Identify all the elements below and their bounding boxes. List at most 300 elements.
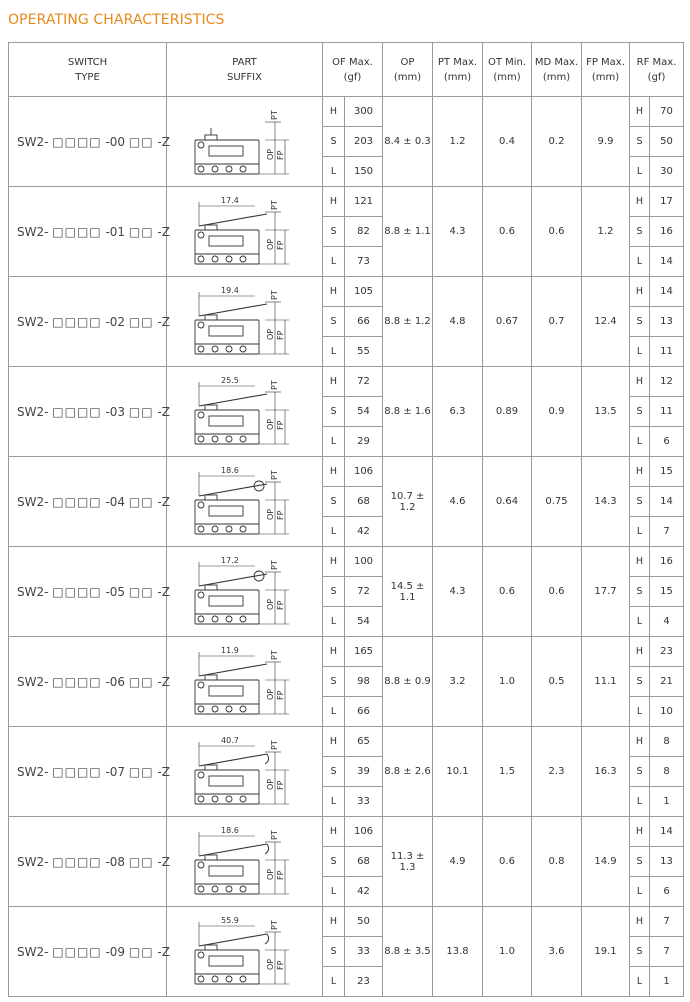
md-max-value: 0.5	[532, 637, 582, 727]
switch-type-cell	[9, 97, 170, 187]
lever-length-label: 40.7	[220, 735, 239, 745]
part-suffix-diagram-cell	[167, 97, 323, 187]
rf-value: 13	[650, 307, 684, 337]
rf-value: 30	[650, 157, 684, 187]
type-suffix: -Z	[157, 944, 170, 959]
rf-value: 7	[650, 517, 684, 547]
type-code: -00	[105, 134, 126, 149]
rf-level: L	[630, 877, 650, 907]
rf-level: S	[630, 127, 650, 157]
rf-value: 13	[650, 847, 684, 877]
switch-type-cell	[9, 637, 170, 727]
pt-max-value: 3.2	[433, 637, 483, 727]
ot-min-value: 1.5	[483, 727, 532, 817]
ot-min-value: 0.4	[483, 97, 532, 187]
of-level: H	[323, 367, 345, 397]
ot-min-value: 0.6	[483, 547, 532, 637]
md-max-value: 2.3	[532, 727, 582, 817]
rf-level: H	[630, 277, 650, 307]
ot-min-value: 0.64	[483, 457, 532, 547]
switch-diagram	[185, 102, 305, 182]
of-level: S	[323, 307, 345, 337]
of-value: 203	[345, 127, 383, 157]
type-boxes: □□□□	[52, 314, 102, 329]
rf-level: L	[630, 427, 650, 457]
op-value: 8.8 ± 2.6	[383, 727, 433, 817]
of-level: S	[323, 667, 345, 697]
page-title: OPERATING CHARACTERISTICS	[8, 12, 225, 28]
lever-length-label: 55.9	[220, 915, 239, 925]
switch-type-cell	[9, 277, 170, 367]
table-row	[9, 187, 684, 217]
of-level: S	[323, 487, 345, 517]
rf-value: 14	[650, 247, 684, 277]
switch-diagram	[185, 822, 305, 902]
type-boxes: □□□□	[52, 134, 102, 149]
operating-characteristics-table	[8, 42, 684, 997]
type-prefix: SW2-	[17, 944, 49, 959]
pt-label: PT	[269, 199, 279, 210]
md-max-value: 0.6	[532, 187, 582, 277]
of-level: H	[323, 817, 345, 847]
fp-max-value: 12.4	[582, 277, 630, 367]
rf-level: H	[630, 907, 650, 937]
table-row	[9, 97, 684, 127]
rf-value: 15	[650, 577, 684, 607]
rf-level: S	[630, 667, 650, 697]
of-value: 105	[345, 277, 383, 307]
of-level: L	[323, 427, 345, 457]
table-body	[9, 97, 684, 997]
rf-level: H	[630, 457, 650, 487]
type-boxes: □□□□	[52, 674, 102, 689]
rf-value: 10	[650, 697, 684, 727]
op-label: OP	[265, 688, 275, 700]
type-prefix: SW2-	[17, 134, 49, 149]
type-boxes: □□□□	[52, 764, 102, 779]
part-suffix-diagram-cell	[167, 187, 323, 277]
of-value: 300	[345, 97, 383, 127]
of-level: S	[323, 577, 345, 607]
md-max-value: 0.8	[532, 817, 582, 907]
table-row	[9, 727, 684, 757]
header-ot-min: OT Min. (mm)	[483, 43, 532, 97]
type-suffix: -Z	[157, 494, 170, 509]
of-value: 55	[345, 337, 383, 367]
part-suffix-diagram-cell	[167, 367, 323, 457]
type-boxes: □□	[128, 764, 154, 779]
type-boxes: □□□□	[52, 224, 102, 239]
rf-value: 16	[650, 547, 684, 577]
table-row	[9, 547, 684, 577]
rf-level: L	[630, 787, 650, 817]
rf-level: S	[630, 217, 650, 247]
of-value: 121	[345, 187, 383, 217]
type-prefix: SW2-	[17, 584, 49, 599]
switch-diagram	[185, 372, 305, 452]
fp-label: FP	[275, 780, 285, 790]
part-suffix-diagram-cell	[167, 727, 323, 817]
part-suffix-diagram-cell	[167, 277, 323, 367]
type-code: -08	[105, 854, 126, 869]
switch-type-cell	[9, 547, 170, 637]
type-boxes: □□	[128, 404, 154, 419]
fp-max-value: 17.7	[582, 547, 630, 637]
type-code: -03	[105, 404, 126, 419]
rf-level: L	[630, 607, 650, 637]
type-boxes: □□	[128, 314, 154, 329]
lever-length-label: 19.4	[220, 285, 239, 295]
type-boxes: □□□□	[52, 854, 102, 869]
rf-level: H	[630, 817, 650, 847]
type-suffix: -Z	[157, 404, 170, 419]
pt-max-value: 1.2	[433, 97, 483, 187]
rf-level: S	[630, 307, 650, 337]
type-prefix: SW2-	[17, 854, 49, 869]
type-prefix: SW2-	[17, 494, 49, 509]
rf-level: H	[630, 187, 650, 217]
pt-max-value: 10.1	[433, 727, 483, 817]
of-value: 29	[345, 427, 383, 457]
of-value: 50	[345, 907, 383, 937]
of-value: 82	[345, 217, 383, 247]
of-level: H	[323, 277, 345, 307]
op-value: 10.7 ± 1.2	[383, 457, 433, 547]
op-value: 8.8 ± 3.5	[383, 907, 433, 997]
fp-label: FP	[275, 240, 285, 250]
rf-value: 14	[650, 277, 684, 307]
of-level: H	[323, 97, 345, 127]
fp-max-value: 1.2	[582, 187, 630, 277]
type-code: -09	[105, 944, 126, 959]
of-level: H	[323, 907, 345, 937]
md-max-value: 0.9	[532, 367, 582, 457]
lever-length-label: 18.6	[220, 465, 239, 475]
rf-level: H	[630, 97, 650, 127]
of-level: L	[323, 337, 345, 367]
rf-level: L	[630, 247, 650, 277]
fp-label: FP	[275, 150, 285, 160]
fp-max-value: 16.3	[582, 727, 630, 817]
rf-value: 50	[650, 127, 684, 157]
type-code: -04	[105, 494, 126, 509]
md-max-value: 0.75	[532, 457, 582, 547]
switch-diagram	[185, 912, 305, 992]
of-level: H	[323, 547, 345, 577]
switch-type-cell	[9, 367, 170, 457]
ot-min-value: 0.6	[483, 187, 532, 277]
switch-type-cell	[9, 187, 170, 277]
header-part-suffix: PART SUFFIX	[167, 43, 323, 97]
part-suffix-diagram-cell	[167, 907, 323, 997]
md-max-value: 0.6	[532, 547, 582, 637]
pt-label: PT	[269, 109, 279, 120]
table-row	[9, 367, 684, 397]
pt-max-value: 4.3	[433, 547, 483, 637]
rf-value: 1	[650, 787, 684, 817]
of-value: 65	[345, 727, 383, 757]
fp-label: FP	[275, 510, 285, 520]
rf-level: H	[630, 367, 650, 397]
table-row	[9, 817, 684, 847]
type-boxes: □□□□	[52, 584, 102, 599]
rf-level: S	[630, 487, 650, 517]
pt-label: PT	[269, 919, 279, 930]
pt-max-value: 4.8	[433, 277, 483, 367]
of-value: 72	[345, 577, 383, 607]
op-label: OP	[265, 598, 275, 610]
pt-max-value: 13.8	[433, 907, 483, 997]
of-value: 165	[345, 637, 383, 667]
rf-level: L	[630, 157, 650, 187]
type-boxes: □□	[128, 854, 154, 869]
of-level: L	[323, 247, 345, 277]
header-rf-max: RF Max. (gf)	[630, 43, 684, 97]
type-boxes: □□	[128, 584, 154, 599]
switch-type-cell	[9, 817, 170, 907]
header-switch-type: SWITCH TYPE	[9, 43, 167, 97]
rf-value: 12	[650, 367, 684, 397]
switch-type-cell	[9, 457, 170, 547]
rf-value: 7	[650, 937, 684, 967]
switch-diagram	[185, 642, 305, 722]
pt-label: PT	[269, 289, 279, 300]
of-value: 73	[345, 247, 383, 277]
header-md-max: MD Max. (mm)	[532, 43, 582, 97]
type-code: -02	[105, 314, 126, 329]
type-boxes: □□	[128, 134, 154, 149]
rf-value: 8	[650, 757, 684, 787]
pt-max-value: 4.9	[433, 817, 483, 907]
switch-type-cell	[9, 727, 170, 817]
lever-length-label: 11.9	[220, 645, 239, 655]
ot-min-value: 0.6	[483, 817, 532, 907]
table-row	[9, 907, 684, 937]
fp-max-value: 9.9	[582, 97, 630, 187]
of-level: L	[323, 697, 345, 727]
table-row	[9, 457, 684, 487]
op-value: 8.8 ± 1.6	[383, 367, 433, 457]
of-level: H	[323, 637, 345, 667]
header-pt-max: PT Max. (mm)	[433, 43, 483, 97]
fp-max-value: 11.1	[582, 637, 630, 727]
table-row	[9, 637, 684, 667]
switch-diagram	[185, 282, 305, 362]
op-value: 8.8 ± 1.1	[383, 187, 433, 277]
of-value: 54	[345, 607, 383, 637]
op-value: 8.8 ± 1.2	[383, 277, 433, 367]
pt-max-value: 4.6	[433, 457, 483, 547]
type-suffix: -Z	[157, 764, 170, 779]
op-value: 8.8 ± 0.9	[383, 637, 433, 727]
op-label: OP	[265, 868, 275, 880]
type-suffix: -Z	[157, 314, 170, 329]
rf-level: H	[630, 637, 650, 667]
type-boxes: □□	[128, 674, 154, 689]
fp-label: FP	[275, 420, 285, 430]
type-boxes: □□□□	[52, 494, 102, 509]
rf-value: 6	[650, 427, 684, 457]
of-value: 42	[345, 877, 383, 907]
of-value: 33	[345, 937, 383, 967]
op-label: OP	[265, 418, 275, 430]
md-max-value: 0.7	[532, 277, 582, 367]
type-boxes: □□	[128, 944, 154, 959]
of-level: S	[323, 847, 345, 877]
type-code: -06	[105, 674, 126, 689]
type-boxes: □□□□	[52, 404, 102, 419]
of-level: L	[323, 787, 345, 817]
of-value: 106	[345, 817, 383, 847]
type-code: -05	[105, 584, 126, 599]
fp-label: FP	[275, 690, 285, 700]
pt-label: PT	[269, 379, 279, 390]
rf-level: L	[630, 967, 650, 997]
rf-level: S	[630, 397, 650, 427]
pt-label: PT	[269, 739, 279, 750]
of-value: 33	[345, 787, 383, 817]
op-value: 11.3 ± 1.3	[383, 817, 433, 907]
pt-label: PT	[269, 649, 279, 660]
pt-label: PT	[269, 559, 279, 570]
rf-level: L	[630, 517, 650, 547]
header-row	[9, 43, 684, 97]
op-label: OP	[265, 778, 275, 790]
ot-min-value: 0.89	[483, 367, 532, 457]
lever-length-label: 25.5	[220, 375, 239, 385]
of-value: 66	[345, 697, 383, 727]
of-level: L	[323, 517, 345, 547]
fp-label: FP	[275, 330, 285, 340]
of-level: S	[323, 127, 345, 157]
type-code: -07	[105, 764, 126, 779]
rf-value: 15	[650, 457, 684, 487]
header-of-max: OF Max. (gf)	[323, 43, 383, 97]
of-level: L	[323, 967, 345, 997]
of-value: 68	[345, 847, 383, 877]
type-suffix: -Z	[157, 584, 170, 599]
pt-label: PT	[269, 829, 279, 840]
part-suffix-diagram-cell	[167, 637, 323, 727]
of-value: 100	[345, 547, 383, 577]
rf-value: 1	[650, 967, 684, 997]
rf-level: H	[630, 727, 650, 757]
fp-max-value: 19.1	[582, 907, 630, 997]
header-fp-max: FP Max. (mm)	[582, 43, 630, 97]
ot-min-value: 0.67	[483, 277, 532, 367]
op-value: 14.5 ± 1.1	[383, 547, 433, 637]
of-level: H	[323, 187, 345, 217]
of-value: 68	[345, 487, 383, 517]
type-prefix: SW2-	[17, 404, 49, 419]
fp-max-value: 13.5	[582, 367, 630, 457]
fp-max-value: 14.9	[582, 817, 630, 907]
rf-value: 7	[650, 907, 684, 937]
fp-max-value: 14.3	[582, 457, 630, 547]
rf-level: S	[630, 937, 650, 967]
lever-length-label: 18.6	[220, 825, 239, 835]
switch-diagram	[185, 552, 305, 632]
of-value: 150	[345, 157, 383, 187]
rf-value: 23	[650, 637, 684, 667]
rf-level: L	[630, 337, 650, 367]
type-suffix: -Z	[157, 854, 170, 869]
rf-level: H	[630, 547, 650, 577]
of-level: S	[323, 757, 345, 787]
header-op: OP (mm)	[383, 43, 433, 97]
type-boxes: □□	[128, 224, 154, 239]
op-label: OP	[265, 508, 275, 520]
type-prefix: SW2-	[17, 764, 49, 779]
type-suffix: -Z	[157, 134, 170, 149]
of-value: 42	[345, 517, 383, 547]
op-label: OP	[265, 238, 275, 250]
ot-min-value: 1.0	[483, 907, 532, 997]
type-prefix: SW2-	[17, 224, 49, 239]
of-level: L	[323, 877, 345, 907]
md-max-value: 0.2	[532, 97, 582, 187]
type-prefix: SW2-	[17, 674, 49, 689]
type-code: -01	[105, 224, 126, 239]
type-suffix: -Z	[157, 674, 170, 689]
fp-label: FP	[275, 600, 285, 610]
rf-value: 4	[650, 607, 684, 637]
pt-label: PT	[269, 469, 279, 480]
part-suffix-diagram-cell	[167, 817, 323, 907]
md-max-value: 3.6	[532, 907, 582, 997]
fp-label: FP	[275, 960, 285, 970]
rf-level: S	[630, 577, 650, 607]
ot-min-value: 1.0	[483, 637, 532, 727]
of-value: 39	[345, 757, 383, 787]
of-value: 72	[345, 367, 383, 397]
rf-level: S	[630, 847, 650, 877]
op-value: 8.4 ± 0.3	[383, 97, 433, 187]
rf-value: 14	[650, 817, 684, 847]
op-label: OP	[265, 148, 275, 160]
rf-value: 14	[650, 487, 684, 517]
type-suffix: -Z	[157, 224, 170, 239]
rf-level: S	[630, 757, 650, 787]
type-prefix: SW2-	[17, 314, 49, 329]
of-level: S	[323, 217, 345, 247]
op-label: OP	[265, 958, 275, 970]
rf-value: 8	[650, 727, 684, 757]
switch-diagram	[185, 462, 305, 542]
lever-length-label: 17.2	[220, 555, 239, 565]
lever-length-label: 17.4	[220, 195, 239, 205]
type-boxes: □□	[128, 494, 154, 509]
table-row	[9, 277, 684, 307]
pt-max-value: 4.3	[433, 187, 483, 277]
of-value: 54	[345, 397, 383, 427]
of-value: 66	[345, 307, 383, 337]
rf-value: 70	[650, 97, 684, 127]
part-suffix-diagram-cell	[167, 547, 323, 637]
of-level: S	[323, 937, 345, 967]
fp-label: FP	[275, 870, 285, 880]
of-level: L	[323, 607, 345, 637]
switch-type-cell	[9, 907, 170, 997]
of-level: H	[323, 457, 345, 487]
rf-level: L	[630, 697, 650, 727]
of-value: 106	[345, 457, 383, 487]
rf-value: 17	[650, 187, 684, 217]
part-suffix-diagram-cell	[167, 457, 323, 547]
pt-max-value: 6.3	[433, 367, 483, 457]
type-boxes: □□□□	[52, 944, 102, 959]
op-label: OP	[265, 328, 275, 340]
